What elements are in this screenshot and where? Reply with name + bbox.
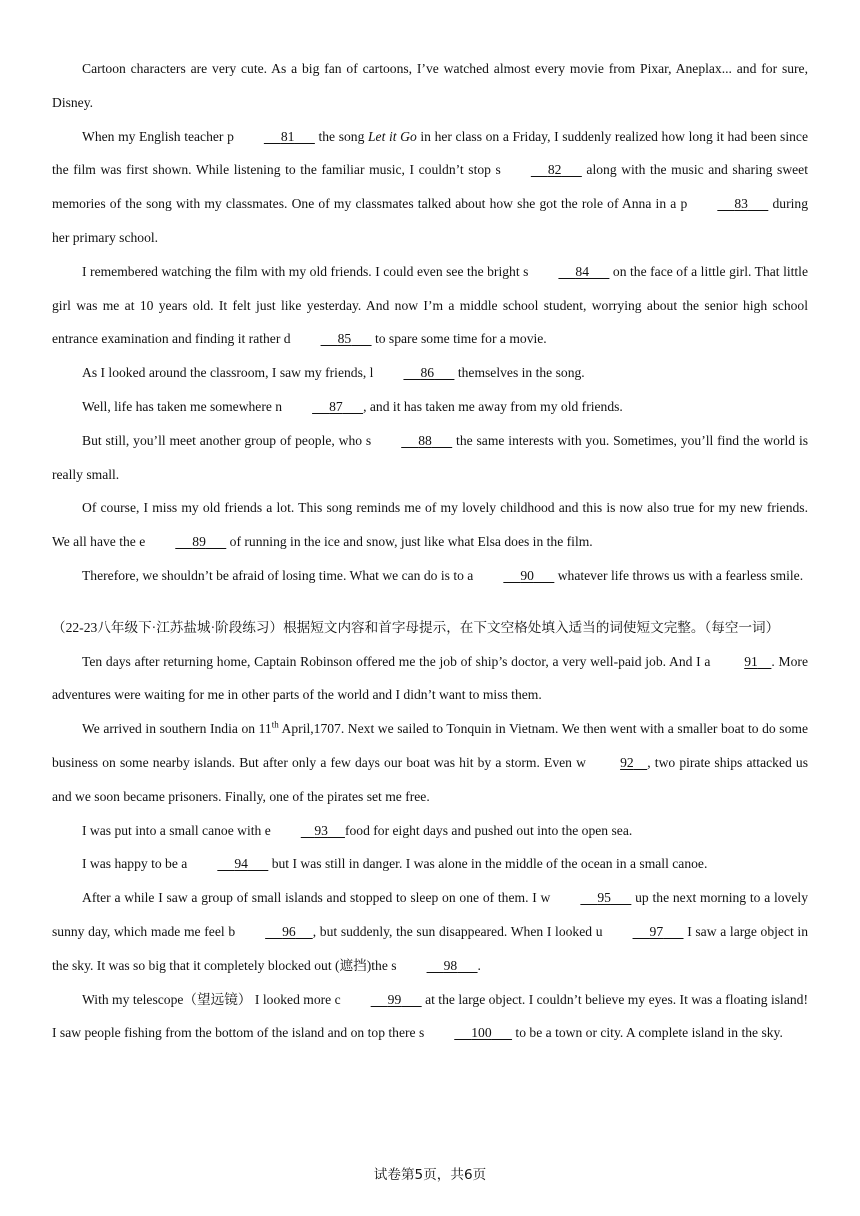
blank-82[interactable] [501, 153, 582, 187]
document-page [52, 52, 808, 1050]
question-source-instruction: （22-23八年级下·江苏盐城·阶段练习）根据短文内容和首字母提示，在下文空格处填入适当的词使短文完整。（每空一词） [52, 619, 780, 635]
blank-number: 86 [420, 365, 435, 381]
text: to be a town or city. A complete island in the sky. [512, 1025, 783, 1041]
blank-number: 100 [471, 1025, 492, 1041]
text: When my English teacher p [82, 128, 234, 144]
text: to spare some time for a movie. [371, 331, 547, 347]
text: With my telescope（望远镜） I looked more c [82, 991, 341, 1007]
text: . [477, 957, 481, 973]
blank-number: 87 [329, 398, 343, 414]
page-footer: 试卷第5页，共6页 [373, 1167, 487, 1183]
text: , and it has taken me away from my old friends. [363, 398, 623, 414]
blank-97[interactable] [603, 915, 684, 949]
blank-number: 97 [649, 923, 664, 939]
text: in her class on a Friday, I suddenly realized how long it had been since the film was first shown. While listening to the familiar music, I couldn’t stop s [52, 128, 808, 178]
text: of running in the ice and snow, just like what Elsa does in the film. [226, 534, 593, 550]
text: Cartoon characters are very cute. As a big fan of cartoons, I’ve watched almost every movie from Pixar, Aneplax... and for sure, Disney. [52, 61, 808, 110]
text: . More adventures were waiting for me in other parts of the world and I didn’t want to miss them. [52, 653, 808, 703]
section-divider [52, 593, 808, 611]
blank-94[interactable] [187, 847, 268, 881]
blank-85[interactable] [291, 322, 372, 356]
blank-93[interactable] [271, 814, 345, 848]
blank-number: 94 [234, 856, 248, 872]
passage1-paragraph-2 [52, 120, 808, 255]
blank-number: 90 [520, 567, 534, 583]
blank-87[interactable] [282, 390, 363, 424]
blank-95[interactable] [550, 881, 631, 915]
text: , but suddenly, the sun disappeared. When I looked u [312, 923, 603, 939]
blank-number: 85 [337, 331, 352, 347]
text: , two pirate ships attacked us and we soon became prisoners. Finally, one of the pirates set me free. [52, 754, 808, 804]
passage1-paragraph-3 [52, 255, 808, 356]
blank-90[interactable] [473, 559, 554, 593]
text: the song [314, 128, 368, 144]
blank-number: 81 [280, 128, 295, 144]
text: the same interests with you. Sometimes, you’ll find the world is really small. [52, 432, 809, 482]
blank-number: 92 [620, 754, 634, 770]
blank-84[interactable] [528, 255, 609, 289]
blank-number: 99 [387, 991, 402, 1007]
passage1-paragraph-1 [52, 52, 808, 120]
blank-88[interactable] [371, 424, 452, 458]
passage2-paragraph-4 [52, 847, 808, 881]
song-title: Let it Go [368, 128, 417, 144]
text: We arrived in southern India on 11 [82, 721, 272, 737]
blank-number: 89 [192, 534, 206, 550]
text: Ten days after returning home, Captain Robinson offered me the job of ship’s doctor, a very well-paid job. And I a [82, 653, 715, 669]
blank-number: 83 [734, 196, 748, 212]
text: I was put into a small canoe with e [82, 822, 271, 838]
text: Of course, I miss my old friends a lot. This song reminds me of my lovely childhood and this is now also true for my new friends. We all have the e [52, 500, 808, 550]
text: But still, you’ll meet another group of people, who s [82, 432, 372, 448]
blank-number: 95 [597, 890, 611, 906]
passage2-paragraph-3 [52, 814, 808, 848]
passage2-paragraph-2 [52, 712, 808, 813]
passage1-paragraph-7 [52, 491, 808, 559]
text: Therefore, we shouldn’t be afraid of losing time. What we can do is to a [82, 567, 474, 583]
text: on the face of a little girl. That little girl was me at 10 years old. It felt just like yesterday. And now I’m a middle school student, worrying about the senior high school entrance examination and finding it rather d [52, 263, 808, 347]
blank-86[interactable] [373, 356, 454, 390]
blank-81[interactable] [234, 120, 315, 154]
text: but I was still in danger. I was alone in the middle of the ocean in a small canoe. [268, 856, 708, 872]
blank-number: 88 [418, 432, 432, 448]
text: After a while I saw a group of small islands and stopped to sleep on one of them. I w [82, 890, 551, 906]
passage1-paragraph-8 [52, 559, 808, 593]
blank-99[interactable] [341, 983, 422, 1017]
text: themselves in the song. [454, 365, 585, 381]
text: along with the music and sharing sweet memories of the song with my classmates. One of my classmates talked about how she got the role of Anna in a p [52, 162, 808, 212]
blank-number: 93 [314, 822, 328, 838]
text: up the next morning to a lovely sunny day, which made me feel b [52, 890, 808, 939]
blank-number: 98 [443, 957, 458, 973]
blank-number: 82 [547, 162, 562, 178]
blank-92[interactable] [590, 746, 647, 780]
blank-100[interactable] [424, 1016, 512, 1050]
passage2-paragraph-6 [52, 983, 808, 1051]
text: food for eight days and pushed out into the open sea. [344, 822, 633, 838]
text: As I looked around the classroom, I saw my friends, l [82, 365, 374, 381]
passage1-paragraph-4 [52, 356, 808, 390]
blank-91[interactable] [714, 645, 771, 679]
text: I remembered watching the film with my old friends. I could even see the bright s [82, 263, 529, 279]
passage2-paragraph-1 [52, 645, 808, 713]
text: April,1707. Next we sailed to Tonquin in Vietnam. We then went with a smaller boat to do some business on some nearby islands. But after only a few days our boat was hit by a storm. Even w [52, 721, 808, 770]
text: I saw a large object in the sky. It was so big that it completely blocked out (遮挡)the s [52, 923, 808, 973]
passage1-paragraph-6 [52, 424, 808, 492]
blank-89[interactable] [145, 525, 226, 559]
blank-83[interactable] [687, 187, 768, 221]
passage1-paragraph-5 [52, 390, 808, 424]
blank-96[interactable] [235, 915, 313, 949]
blank-number: 96 [282, 923, 296, 939]
passage2-paragraph-5 [52, 881, 808, 982]
text: Well, life has taken me somewhere n [82, 398, 283, 414]
text: at the large object. I couldn’t believe my eyes. It was a floating island! I saw people fishing from the bottom of the island and on top there s [52, 991, 808, 1041]
blank-number: 84 [575, 263, 590, 279]
blank-number: 91 [744, 653, 758, 669]
text: I was happy to be a [82, 856, 188, 872]
blank-98[interactable] [397, 949, 478, 983]
superscript: th [271, 719, 279, 730]
text: during her primary school. [52, 196, 808, 245]
text: whatever life throws us with a fearless smile. [554, 567, 804, 583]
